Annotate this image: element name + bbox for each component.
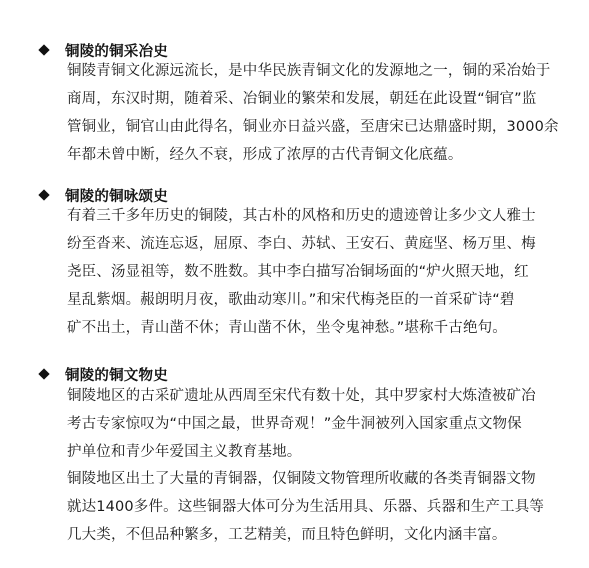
paragraph-line: 几大类，不但品种繁多，工艺精美，而且特色鲜明，文化内涵丰富。 — [67, 527, 507, 543]
paragraph-line: 管铜业，铜官山由此得名，铜业亦日益兴盛，至唐宋已达鼎盛时期，3000余 — [67, 119, 559, 135]
section-title: 铜陵的铜文物史 — [65, 367, 168, 384]
section-heading — [38, 363, 168, 385]
diamond-bullet-icon — [38, 189, 49, 200]
section-title: 铜陵的铜咏颂史 — [65, 188, 168, 205]
diamond-bullet-icon — [38, 368, 49, 379]
paragraph-line: 有着三千多年历史的铜陵，其古朴的风格和历史的遗迹曾让多少文人雅士 — [67, 208, 536, 224]
paragraph-line: 尧臣、汤显祖等，数不胜数。其中李白描写冶铜场面的“炉火照天地，红 — [67, 264, 529, 280]
paragraph-line: 铜陵地区的古采矿遗址从西周至宋代有数十处，其中罗家村大炼渣被矿冶 — [67, 388, 536, 404]
paragraph-line: 星乱紫烟。赧朗明月夜，歌曲动寒川。”和宋代梅尧臣的一首采矿诗“碧 — [67, 292, 515, 308]
section-heading — [38, 184, 168, 206]
diamond-bullet-icon — [38, 44, 49, 55]
paragraph-line: 铜陵青铜文化源远流长，是中华民族青铜文化的发源地之一，铜的采冶始于 — [67, 63, 551, 79]
paragraph-line: 纷至沓来、流连忘返，屈原、李白、苏轼、王安石、黄庭坚、杨万里、梅 — [67, 236, 536, 252]
paragraph-line: 年都未曾中断，经久不衰，形成了浓厚的古代青铜文化底蕴。 — [67, 147, 463, 163]
paragraph-line: 商周，东汉时期，随着采、冶铜业的繁荣和发展，朝廷在此设置“铜官”监 — [67, 91, 537, 107]
paragraph-line: 就达1400多件。这些铜器大体可分为生活用具、乐器、兵器和生产工具等 — [67, 499, 544, 515]
paragraph-line: 铜陵地区出土了大量的青铜器，仅铜陵文物管理所收藏的各类青铜器文物 — [67, 471, 536, 487]
paragraph-line: 矿不出土，青山凿不休；青山凿不休，坐令鬼神愁。”堪称千古绝句。 — [67, 320, 507, 336]
paragraph-line: 考古专家惊叹为“中国之最，世界奇观！”金牛洞被列入国家重点文物保 — [67, 416, 522, 432]
section-heading — [38, 39, 168, 61]
section-title: 铜陵的铜采冶史 — [65, 43, 168, 60]
paragraph-line: 护单位和青少年爱国主义教育基地。 — [67, 444, 302, 460]
